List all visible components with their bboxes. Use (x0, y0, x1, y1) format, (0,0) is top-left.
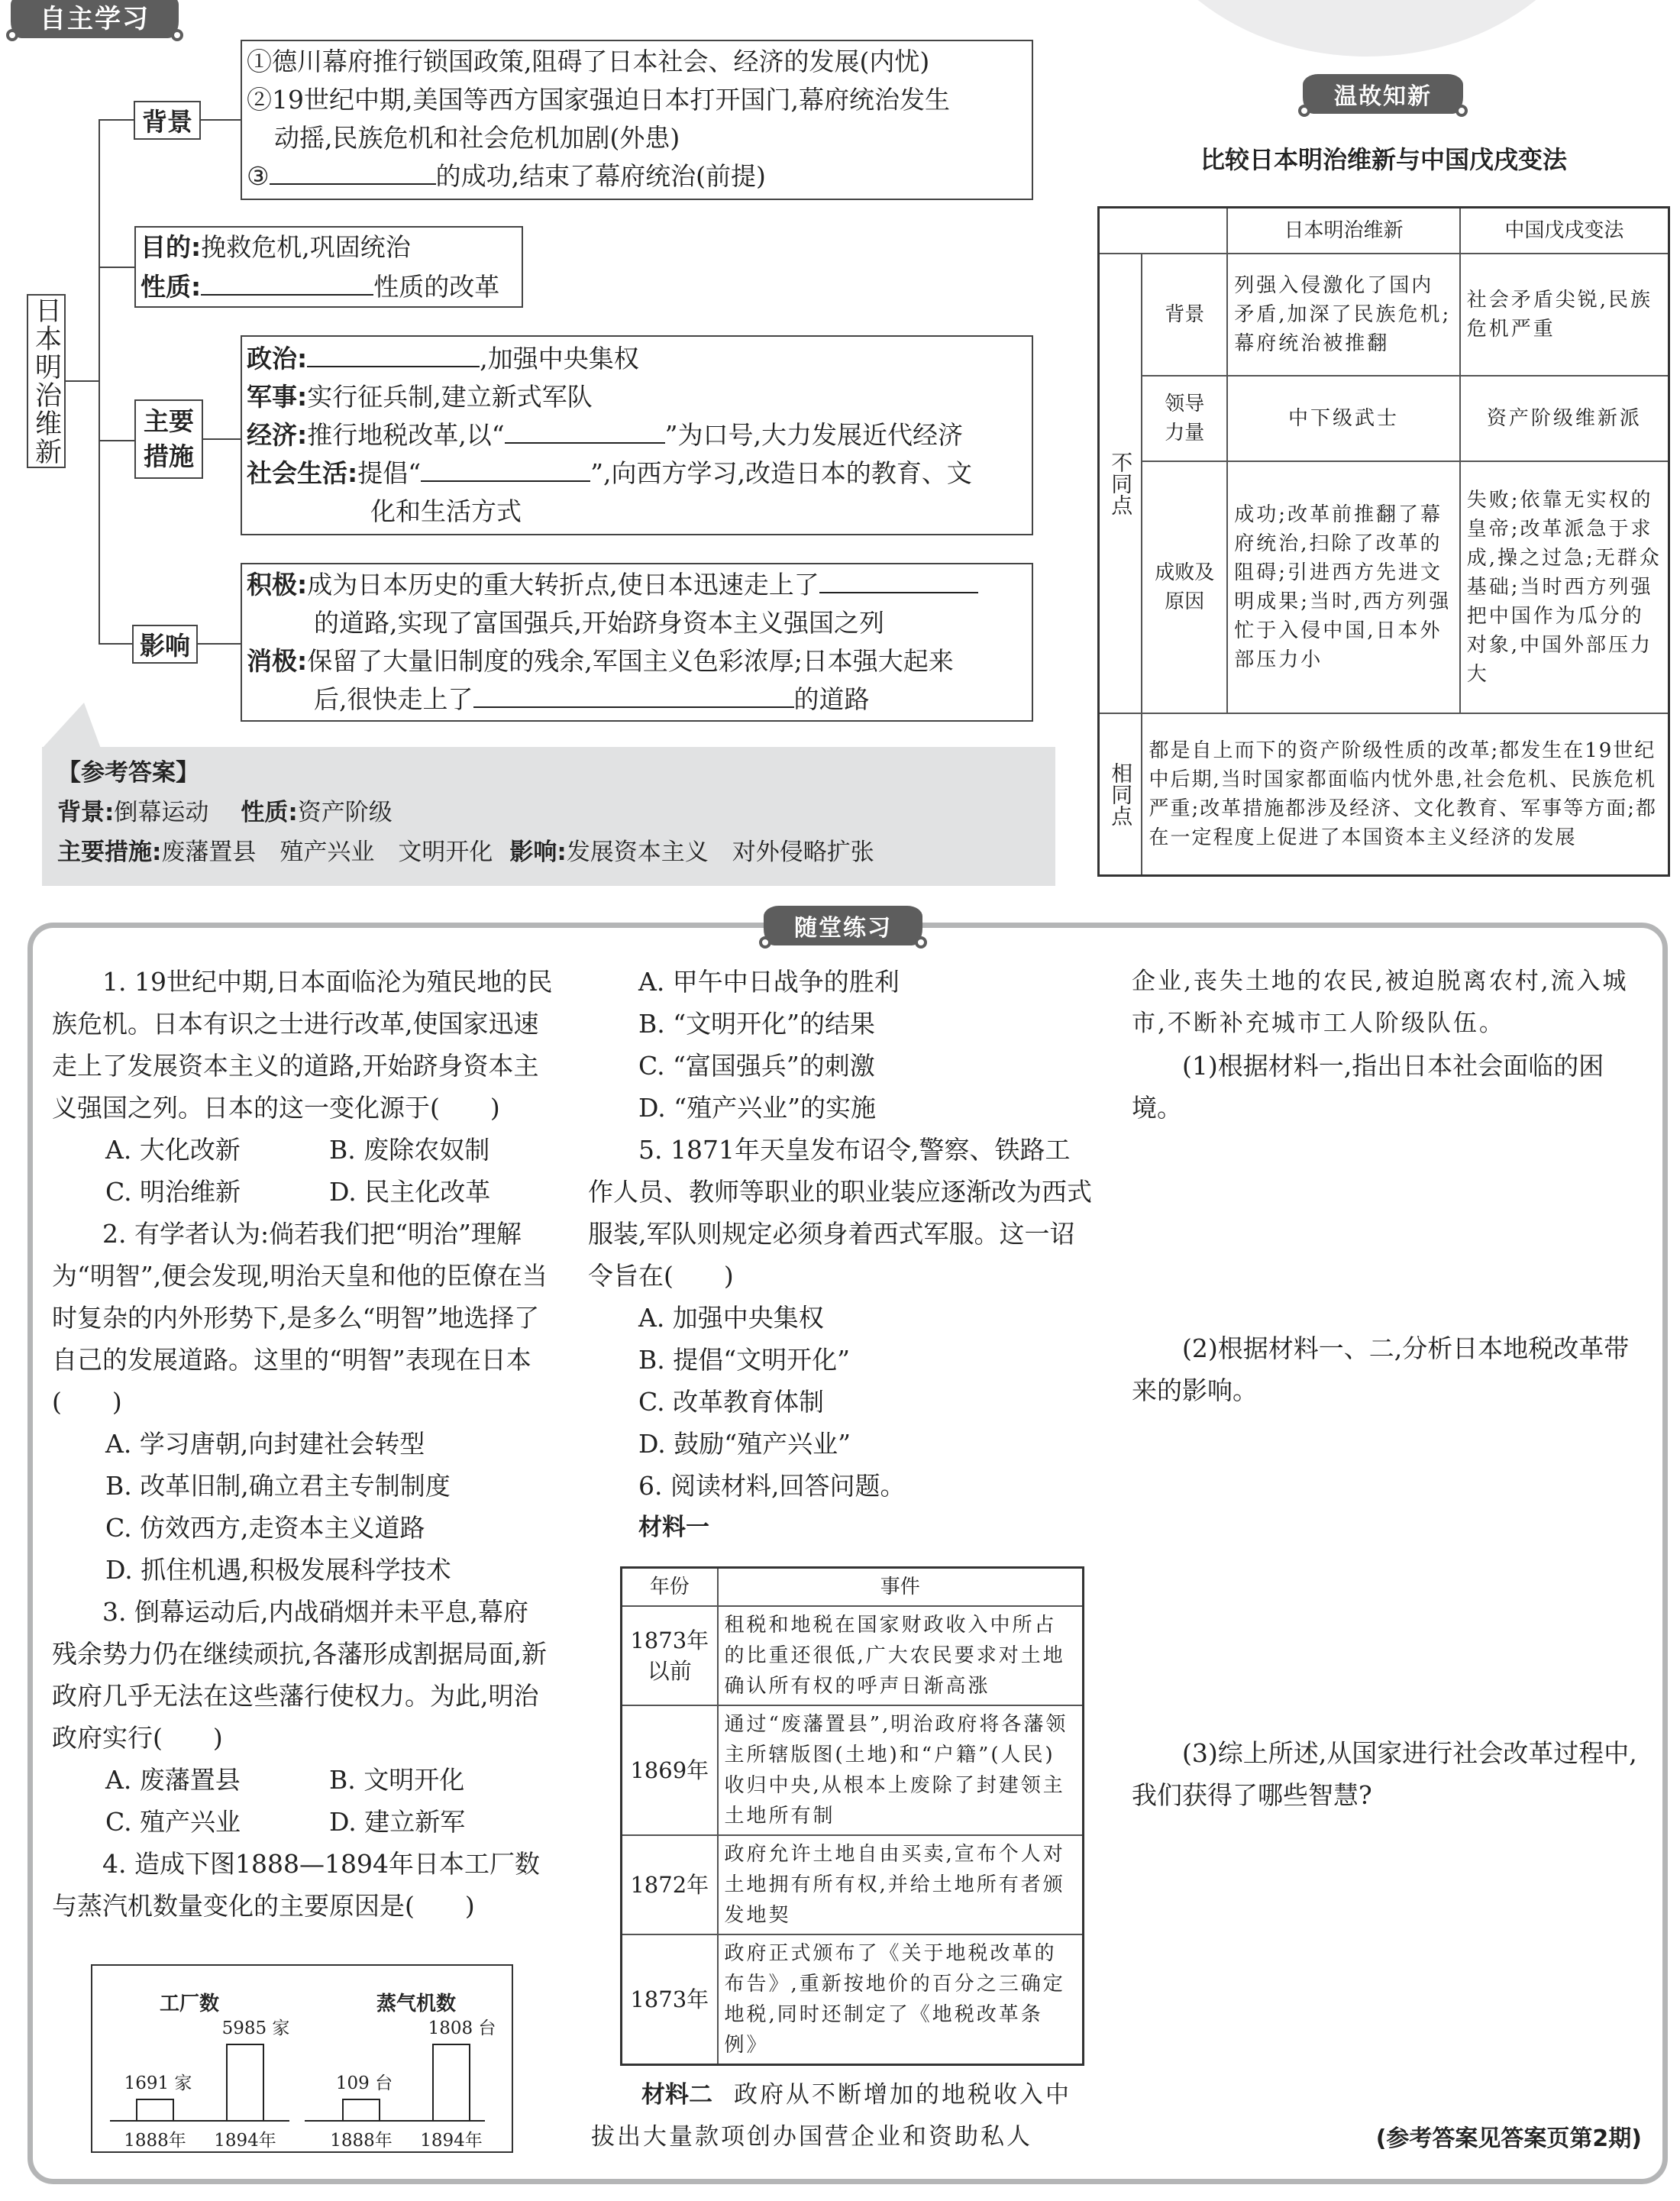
negative-line-2-suffix: 的道路 (793, 684, 870, 714)
q3-options-row (52, 1801, 553, 1843)
chart-svg (92, 1966, 512, 2151)
left-column (52, 961, 553, 1927)
connector-line (99, 440, 134, 441)
china-cell: 资产阶级维新派 (1460, 376, 1669, 461)
japan-cell: 成功;改革前推翻了幕府统治,扫除了改革的阻碍;引进西方先进文明成果;当时,西方列强忙于入侵中国,日本外部压力小 (1227, 461, 1460, 713)
q4-option-c[interactable]: C. “富国强兵”的刺激 (638, 1051, 875, 1081)
event-cell: 通过“废藩置县”,明治政府将各藩领主所辖版图(土地)和“户籍”(人民)收归中央,从根本上废除了封建领主土地所有制 (718, 1705, 1084, 1835)
reference-answer-box (42, 747, 1055, 886)
measures-label-line2: 措施 (144, 441, 194, 471)
fill-blank[interactable] (473, 687, 794, 708)
q1-option-c[interactable]: C. 明治维新 (105, 1177, 241, 1207)
comparison-table (1097, 206, 1670, 877)
q1-stem: 1. 19世纪中期,日本面临沦为殖民地的民族危机。日本有识之士进行改革,使国家迅速走上了发展资本主义的道路,开始跻身资本主义强国之列。日本的这一变化源于( ) (52, 967, 553, 1123)
q5-option-a[interactable]: A. 加强中央集权 (638, 1303, 824, 1333)
china-cell: 失败;依靠无实权的皇帝;改革派急于求成,操之过急;无群众基础;当时西方列强把中国作为瓜分的对象,中国外部压力大 (1460, 461, 1669, 713)
same-label-cell (1099, 713, 1142, 876)
mind-map-title-text: 日本明治维新 (31, 296, 62, 466)
connector-line (66, 380, 99, 382)
negative-label: 消极: (247, 646, 308, 676)
answer-text: 废藩置县 殖产兴业 文明开化 (161, 839, 493, 866)
q2-stem: 2. 有学者认为:倘若我们把“明治”理解为“明智”,便会发现,明治天皇和他的臣僚在当时复杂的内外形势下,是多么“明智”地选择了自己的发展道路。这里的“明智”表现在日本( ) (52, 1219, 548, 1417)
chart-panel (305, 1992, 496, 2151)
negative-line-2 (247, 680, 1032, 719)
q1-option-b[interactable]: B. 废除农奴制 (329, 1135, 490, 1165)
fill-blank[interactable] (201, 274, 373, 296)
nature-label: 性质: (141, 272, 202, 302)
same-text-cell: 都是自上而下的资产阶级性质的改革;都发生在19世纪中后期,当时国家都面临内忧外患,社会危机、民族危机严重;改革措施都涉及经济、文化教育、军事等方面;都在一定程度上促进了本国资本主义经济的发展 (1142, 713, 1669, 876)
fill-blank[interactable] (421, 461, 590, 482)
social-line (247, 454, 1032, 493)
chart-value-label: 1691 家 (124, 2073, 192, 2093)
material1-label: 材料一 (638, 1514, 709, 1541)
positive-label: 积极: (247, 570, 308, 600)
background-item-1: ①德川幕府推行锁国政策,阻碍了日本社会、经济的发展(内忧) (247, 47, 930, 76)
impact-label: 影响 (140, 631, 190, 661)
practice-title: 随堂练习 (794, 915, 892, 942)
military-label: 军事: (247, 382, 308, 412)
q6-sub2: (2)根据材料一、二,分析日本地税改革带来的影响。 (1132, 1333, 1630, 1405)
background-label: 背景 (142, 107, 192, 137)
aspect-cell: 领导力量 (1142, 376, 1227, 461)
military-text: 实行征兵制,建立新式军队 (307, 382, 593, 412)
chart-value-label: 5985 家 (221, 2018, 290, 2038)
q5-option-c[interactable]: C. 改革教育体制 (638, 1387, 825, 1417)
fill-blank[interactable] (819, 572, 978, 593)
table-row (1099, 461, 1669, 713)
material1-table (620, 1566, 1084, 2066)
q2-option-a[interactable]: A. 学习唐朝,向封建社会转型 (105, 1429, 425, 1459)
military-line (247, 378, 1032, 416)
reference-answer-title: 【参考答案】 (57, 759, 199, 787)
purpose-text: 挽救危机,巩固统治 (201, 232, 411, 262)
social-suffix: ”,向西方学习,改造日本的教育、文 (590, 458, 972, 488)
purpose-line (141, 228, 522, 267)
q6-sub2-block (1132, 1327, 1643, 1411)
answer-label: 性质: (241, 799, 298, 826)
year-cell: 1873年以前 (622, 1606, 718, 1705)
background-item-2-cont: 动摇,民族危机和社会危机加剧(外患) (274, 123, 680, 153)
japan-cell: 列强入侵激化了国内矛盾,加深了民族危机;幕府统治被推翻 (1227, 254, 1460, 376)
politics-suffix: ,加强中央集权 (480, 344, 639, 373)
q3-option-c[interactable]: C. 殖产兴业 (105, 1807, 241, 1837)
measures-box (241, 335, 1033, 535)
chart-category-label: 1888年 (124, 2131, 186, 2151)
aspect-cell: 成败及原因 (1142, 461, 1227, 713)
table-header-row (1099, 208, 1669, 254)
social-label: 社会生活: (247, 458, 358, 488)
q3-option-b[interactable]: B. 文明开化 (329, 1765, 465, 1795)
aspect-cell: 背景 (1142, 254, 1227, 376)
q5-option-d[interactable]: D. 鼓励“殖产兴业” (638, 1429, 851, 1459)
year-cell: 1872年 (622, 1835, 718, 1934)
table-row (622, 1705, 1084, 1835)
chart-title: 工厂数 (159, 1993, 220, 2015)
economy-suffix: ”为口号,大力发展近代经济 (664, 420, 963, 450)
background-item-3-prefix: ③ (247, 161, 270, 191)
table-header-row (622, 1568, 1084, 1607)
q5-stem: 5. 1871年天皇发布诏令,警察、铁路工作人员、教师等职业的职业装应逐渐改为西式服装,军队则规定必须身着西式军服。这一诏令旨在( ) (588, 1135, 1092, 1291)
background-box (241, 40, 1033, 200)
chart-category-label: 1888年 (330, 2131, 393, 2151)
purpose-box (134, 226, 523, 308)
event-cell: 租税和地税在国家财政收入中所占的比重还很低,广大农民要求对土地确认所有权的呼声日渐高涨 (718, 1606, 1084, 1705)
answer-text: 资产阶级 (297, 799, 393, 826)
diff-label: 不同点 (1108, 451, 1134, 516)
table-row (622, 1934, 1084, 2065)
review-title: 温故知新 (1334, 83, 1432, 110)
background-label-box (134, 101, 201, 140)
table-header-cell: 事件 (718, 1568, 1084, 1607)
connector-line (203, 438, 241, 440)
positive-text: 成为日本历史的重大转折点,使日本迅速走上了 (307, 570, 819, 600)
q4-option-a[interactable]: A. 甲午中日战争的胜利 (638, 967, 900, 997)
q2-option-b[interactable]: B. 改革旧制,确立君主专制制度 (105, 1471, 451, 1501)
middle-column (588, 961, 1094, 1549)
economy-label: 经济: (247, 420, 308, 450)
year-cell: 1869年 (622, 1705, 718, 1835)
q1-options-row (52, 1171, 553, 1213)
year-cell: 1873年 (622, 1934, 718, 2065)
q4-option-b[interactable]: B. “文明开化”的结果 (638, 1009, 875, 1039)
chart-bar (343, 2099, 380, 2121)
japan-cell: 中下级武士 (1227, 376, 1460, 461)
q2-option-c[interactable]: C. 仿效西方,走资本主义道路 (105, 1513, 425, 1543)
chart-bar (433, 2044, 470, 2121)
chart-bar (227, 2044, 263, 2121)
answer-label: 影响: (509, 839, 567, 866)
chart-value-label: 1808 台 (428, 2018, 496, 2038)
background-item-3-suffix: 的成功,结束了幕府统治(前提) (435, 161, 766, 191)
social-prefix: 提倡“ (357, 458, 422, 488)
mind-map-title (27, 294, 66, 468)
positive-line-2: 的道路,实现了富国强兵,开始跻身资本主义强国之列 (314, 608, 884, 638)
answer-text: 发展资本主义 对外侵略扩张 (566, 839, 874, 866)
purpose-label: 目的: (141, 232, 202, 262)
q3-stem: 3. 倒幕运动后,内战硝烟并未平息,幕府残余势力仍在继续顽抗,各藩形成割据局面,新政府几乎无法在这些藩行使权力。为此,明治政府实行( ) (52, 1597, 547, 1753)
diff-label-cell (1099, 254, 1142, 713)
trunk-line (99, 120, 100, 644)
economy-prefix: 推行地税改革,以“ (307, 420, 505, 450)
connector-line (197, 643, 241, 645)
q5-option-b[interactable]: B. 提倡“文明开化” (638, 1345, 850, 1375)
connector-line (99, 267, 135, 268)
table-header-cell: 中国戊戌变法 (1460, 208, 1669, 254)
chart-panel (110, 1993, 289, 2151)
q4-option-d[interactable]: D. “殖产兴业”的实施 (638, 1093, 877, 1123)
chart-value-label: 109 台 (335, 2073, 393, 2093)
answer-label: 主要措施: (57, 839, 162, 866)
fill-blank[interactable] (270, 163, 436, 185)
decorative-arc (1130, 0, 1604, 57)
economy-line (247, 416, 1032, 454)
material2 (591, 2074, 1095, 2158)
q1-option-d[interactable]: D. 民主化改革 (329, 1177, 491, 1207)
q2-option-d[interactable]: D. 抓住机遇,积极发展科学技术 (105, 1555, 451, 1585)
event-cell: 政府允许土地自由买卖,宣布个人对土地拥有所有权,并给土地所有者颁发地契 (718, 1835, 1084, 1934)
table-row (1099, 254, 1669, 376)
q6-sub1: (1)根据材料一,指出日本社会面临的困境。 (1132, 1051, 1604, 1123)
q4-stem: 4. 造成下图1888—1894年日本工厂数与蒸汽机数量变化的主要原因是( ) (52, 1849, 540, 1921)
negative-text: 保留了大量旧制度的残余,军国主义色彩浓厚;日本强大起来 (307, 646, 954, 676)
impact-label-box (132, 625, 198, 664)
table-row (622, 1606, 1084, 1705)
chart-title: 蒸气机数 (376, 1993, 457, 2015)
background-item-3 (247, 157, 1032, 196)
q6-sub3-block (1132, 1732, 1643, 1816)
practice-banner (764, 906, 922, 945)
politics-label: 政治: (247, 344, 308, 373)
q6-stem: 6. 阅读材料,回答问题。 (638, 1471, 906, 1501)
nature-line (141, 267, 522, 307)
fill-blank[interactable] (307, 346, 480, 367)
q1-options-row (52, 1129, 553, 1171)
connector-line (200, 119, 241, 121)
self-study-title: 自主学习 (40, 3, 150, 34)
negative-line-2-prefix: 后,很快走上了 (314, 684, 473, 714)
chart-category-label: 1894年 (420, 2131, 483, 2151)
reference-answer-line-1 (57, 793, 874, 832)
answer-label: 背景: (57, 799, 115, 826)
table-row (1099, 376, 1669, 461)
chart-bar (137, 2099, 173, 2121)
q3-option-d[interactable]: D. 建立新军 (329, 1807, 466, 1837)
right-column (1132, 961, 1643, 1129)
self-study-banner (11, 0, 179, 38)
connector-line (99, 643, 132, 645)
q6-sub3: (3)综上所述,从国家进行社会改革过程中,我们获得了哪些智慧? (1132, 1738, 1637, 1810)
chart-category-label: 1894年 (214, 2131, 276, 2151)
measures-label-line1: 主要 (144, 406, 194, 436)
answer-notch (42, 703, 101, 748)
table-header-cell: 日本明治维新 (1227, 208, 1460, 254)
china-cell: 社会矛盾尖锐,民族危机严重 (1460, 254, 1669, 376)
fill-blank[interactable] (505, 422, 665, 444)
measures-label-box (134, 399, 203, 479)
table-row (622, 1835, 1084, 1934)
impact-box (241, 563, 1033, 722)
q3-options-row (52, 1759, 553, 1801)
q3-option-a[interactable]: A. 废藩置县 (105, 1765, 241, 1795)
q1-option-a[interactable]: A. 大化改新 (105, 1135, 241, 1165)
reference-answer-line-2 (57, 832, 874, 872)
politics-line (247, 340, 1032, 378)
comparison-title: 比较日本明治维新与中国戊戌变法 (1200, 145, 1567, 174)
connector-line (99, 119, 134, 121)
positive-line (247, 566, 1032, 604)
q4-chart (91, 1964, 513, 2153)
material2-continued: 企业,丧失土地的农民,被迫脱离农村,流入城市,不断补充城市工人阶级队伍。 (1132, 968, 1629, 1037)
nature-suffix: 性质的改革 (373, 272, 500, 302)
table-header-cell (1099, 208, 1228, 254)
negative-line (247, 642, 1032, 680)
material2-label: 材料二 (641, 2081, 712, 2109)
table-header-cell: 年份 (622, 1568, 718, 1607)
same-label: 相同点 (1108, 761, 1134, 826)
event-cell: 政府正式颁布了《关于地税改革的布告》,重新按地价的百分之三确定地税,同时还制定了《地税改革条例》 (718, 1934, 1084, 2065)
table-row (1099, 713, 1669, 876)
answer-text: 倒幕运动 (114, 799, 209, 826)
footer-note: (参考答案见答案页第2期) (1375, 2125, 1642, 2152)
social-line-2: 化和生活方式 (370, 496, 522, 526)
review-banner (1303, 74, 1463, 114)
material2-text: 政府从不断增加的地税收入中拔出大量款项创办国营企业和资助私人 (591, 2081, 1071, 2151)
background-item-2: ②19世纪中期,美国等西方国家强迫日本打开国门,幕府统治发生 (247, 85, 950, 115)
